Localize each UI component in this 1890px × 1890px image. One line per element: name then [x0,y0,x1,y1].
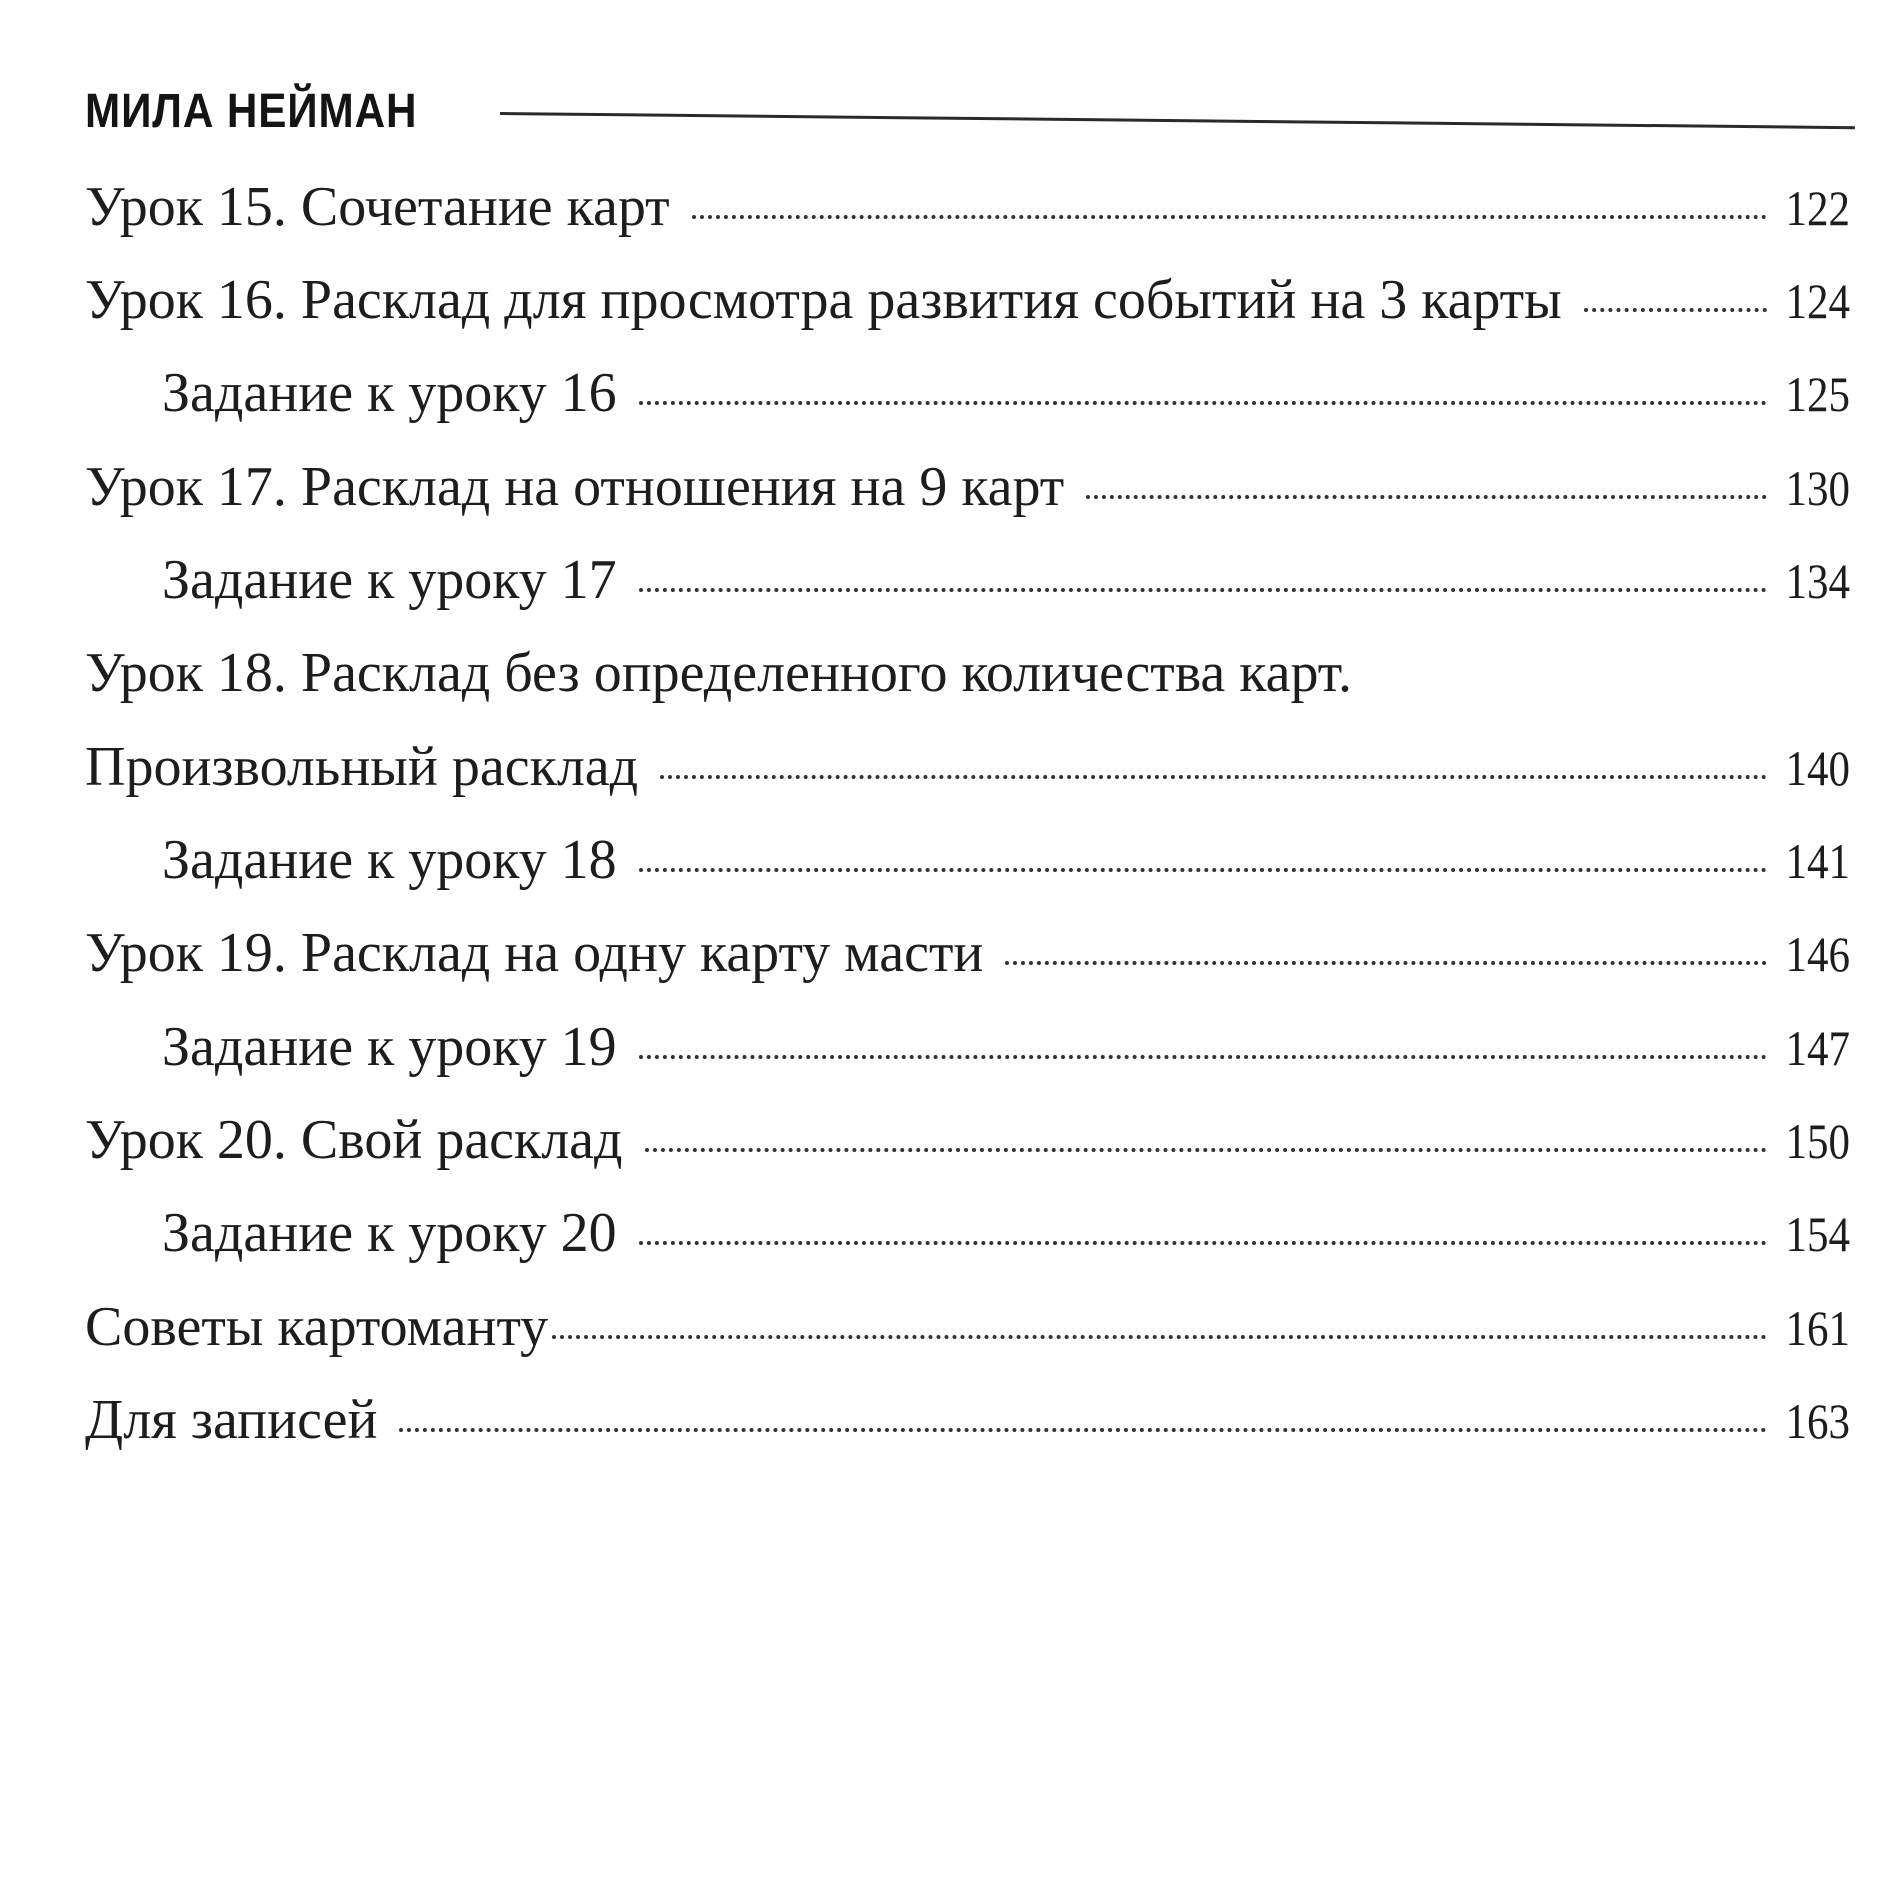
toc-entry[interactable] [85,732,1850,802]
toc-entry-page: 146 [1785,926,1850,982]
page-header [85,82,1855,142]
author-name: МИЛА НЕЙМАН [85,85,418,138]
dot-leader [1005,961,1767,965]
toc-entry-page: 140 [1785,740,1850,796]
toc-entry-page: 163 [1785,1393,1850,1449]
toc-entry[interactable] [85,1105,1850,1175]
dot-leader [399,1428,1767,1432]
toc-entry[interactable] [85,452,1850,522]
toc-entry-title: Для записей [85,1389,378,1451]
dot-leader [639,868,1767,872]
dot-leader [639,1055,1767,1059]
toc-entry[interactable] [85,265,1850,335]
toc-entry-page: 125 [1785,366,1850,422]
toc-entry-title: Урок 16. Расклад для просмотра развития событий на 3 карты [85,269,1562,331]
toc-entry-page: 150 [1785,1113,1850,1169]
toc-entry-page: 130 [1785,460,1850,516]
dot-leader [552,1335,1767,1339]
dot-leader [645,1148,1767,1152]
toc-entry[interactable] [162,1012,1850,1082]
toc-entry-title: Урок 15. Сочетание карт [85,176,670,238]
toc-entry-title: Задание к уроку 17 [162,549,617,611]
toc-entry-page: 141 [1785,833,1850,889]
header-rule [500,112,1855,129]
toc-entry-title: Задание к уроку 18 [162,829,617,891]
toc-entry[interactable] [162,545,1850,615]
toc-entry[interactable] [162,1198,1850,1268]
dot-leader [639,401,1767,405]
toc-entry-page: 122 [1785,180,1850,236]
dot-leader [1584,308,1767,312]
dot-leader [1086,495,1767,499]
toc-entry[interactable] [162,825,1850,895]
toc-entry-title: Советы картоманту [85,1296,549,1358]
toc-entry-title: Задание к уроку 16 [162,362,617,424]
toc-entry[interactable] [85,172,1850,242]
dot-leader [639,588,1767,592]
toc-entry-title: Задание к уроку 20 [162,1202,617,1264]
toc-entry-title: Урок 18. Расклад без определенного количества карт. [85,642,1353,704]
toc-entry[interactable] [85,918,1850,988]
toc-entry[interactable] [162,358,1850,428]
dot-leader [660,775,1767,779]
toc-entry-page: 134 [1785,553,1850,609]
toc-entry-page: 147 [1785,1020,1850,1076]
toc-entry-page: 154 [1785,1206,1850,1262]
toc-entry[interactable] [85,1385,1850,1455]
toc-entry-title: Задание к уроку 19 [162,1016,617,1078]
dot-leader [639,1241,1767,1245]
toc-entry-title: Урок 20. Свой расклад [85,1109,623,1171]
toc-entry[interactable] [85,1292,1850,1362]
toc-entry-page: 124 [1785,273,1850,329]
toc-entry-title: Урок 17. Расклад на отношения на 9 карт [85,456,1065,518]
toc-entry-page: 161 [1785,1300,1850,1356]
toc-entry[interactable] [85,638,1850,708]
toc-entry-title: Произвольный расклад [85,736,639,798]
dot-leader [692,215,1767,219]
toc-entry-title: Урок 19. Расклад на одну карту масти [85,922,984,984]
